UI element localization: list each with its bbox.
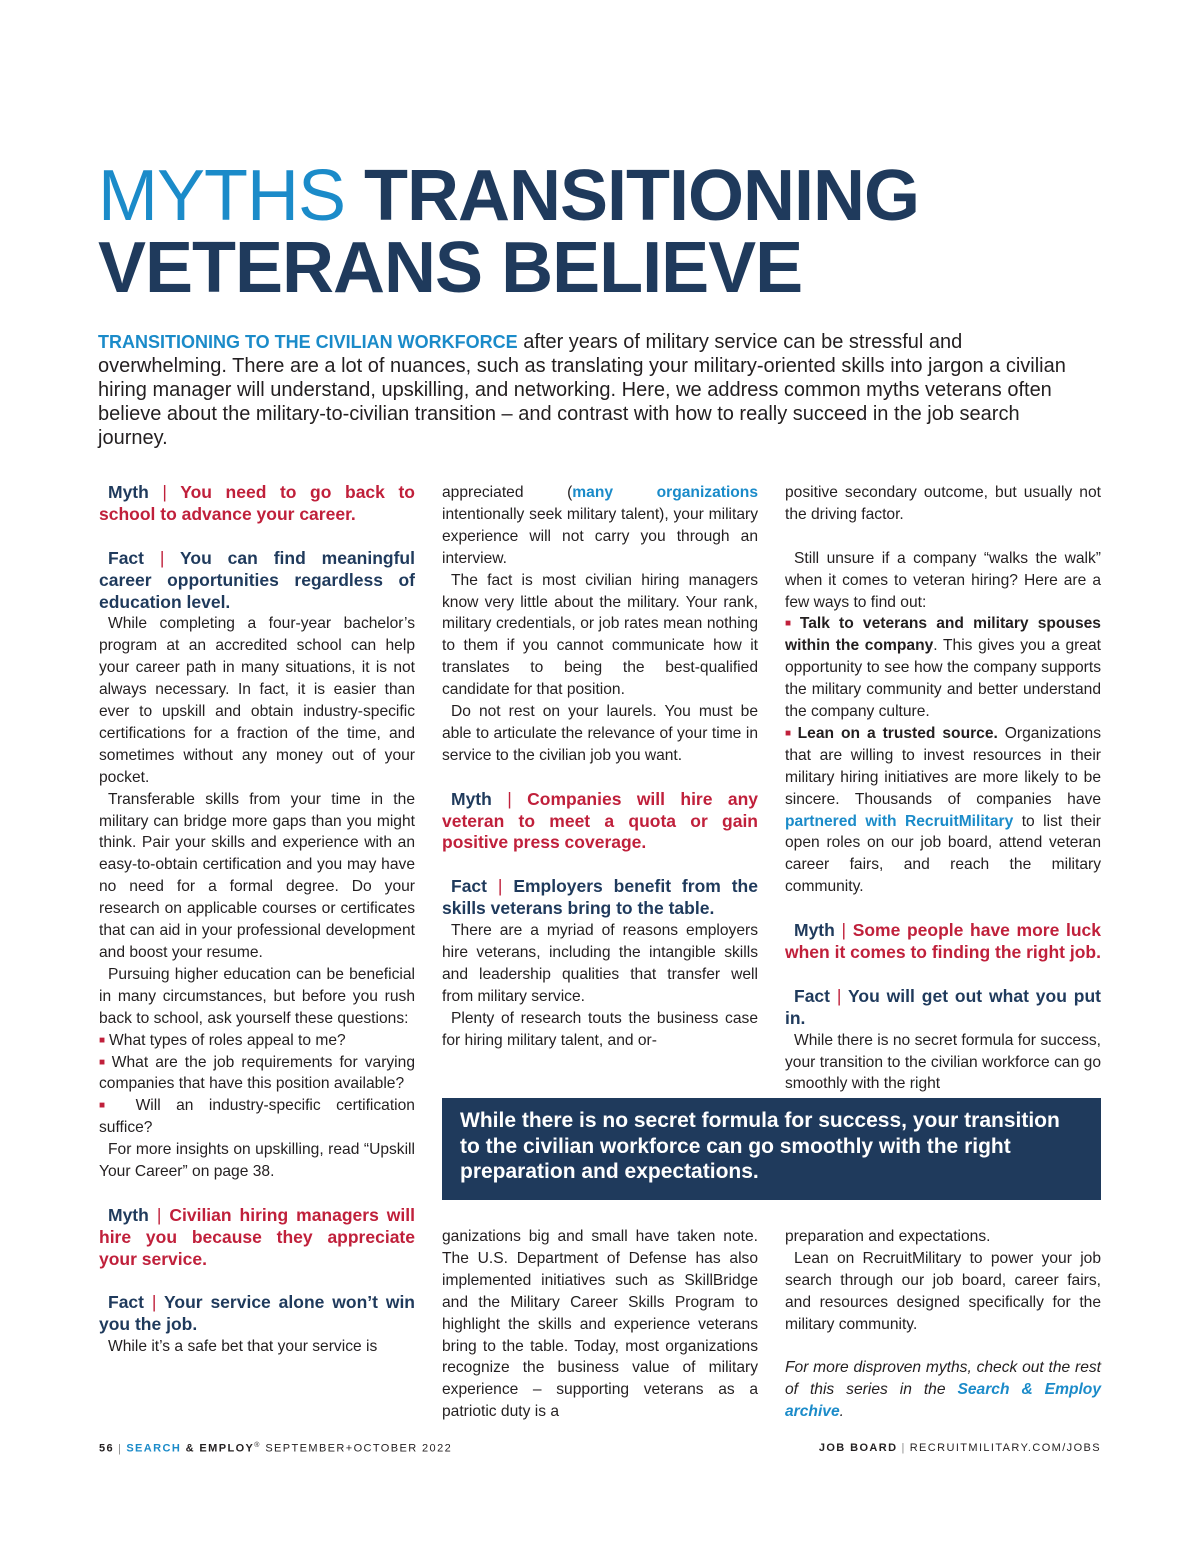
body-paragraph: positive secondary outcome, but usually not the driving factor.	[785, 484, 1101, 523]
bullet-icon	[785, 615, 800, 632]
pull-quote: While there is no secret formula for success, your transition to the civilian workforce can go smoothly with the right preparation and expectations.	[442, 1098, 1101, 1200]
fact-heading: Fact | Employers benefit from the skills veterans bring to the table.	[442, 876, 758, 919]
body-paragraph: Still unsure if a company “walks the walk” when it comes to veteran hiring? Here are a few ways to find out:	[785, 549, 1101, 611]
list-item: ■ Will an industry-specific certification suffice?	[99, 1095, 415, 1139]
myth-text: Some people have more luck when it comes to finding the right job.	[785, 920, 1101, 962]
bullet-icon	[99, 1054, 112, 1071]
archive-link[interactable]: Search & Employ archive	[785, 1381, 1101, 1421]
intro-body: after years of military service can be stressful and overwhelming. There are a lot of nuances, such as translating your military-oriented skills into jargon a civilian hiring manager will understand, upskilling, and networking. Here, we address common myths veterans often believe about the military-to-civilian transition – and contrast with how to really succeed in the job search journey.	[98, 331, 1066, 449]
column-1	[99, 482, 415, 1358]
page-title	[98, 156, 1108, 308]
column-2-top	[442, 482, 758, 1052]
many-organizations-link[interactable]: many organizations	[572, 484, 758, 501]
list-item: ■ Lean on a trusted source. Organizations that are willing to invest resources in their military hiring initiatives are more likely to be sincere. Thousands of companies have partnered with RecruitMilitary to list their open roles on our job board, attend veteran career fairs, and reach the military community.	[785, 723, 1101, 898]
myth-text: Companies will hire any veteran to meet a quota or gain positive press coverage.	[442, 788, 758, 853]
body-paragraph: There are a myriad of reasons employers hire veterans, including the intangible skills and leadership qualities that transfer well from military service.	[442, 922, 758, 1005]
body-paragraph: While completing a four-year bachelor’s program at an accredited school can help your career path in many situations, it is not always necessary. In fact, it is easier than ever to upskill and obtain industry-specific certifications for a fraction of the time, and sometimes without any money out of your pocket.	[99, 615, 415, 786]
list-item: ■ What types of roles appeal to me?	[99, 1030, 415, 1052]
fact-text: You can find meaningful career opportunities regardless of education level.	[99, 547, 415, 612]
brand-employ: & EMPLOY	[181, 1442, 255, 1455]
body-paragraph: Pursuing higher education can be beneficial in many circumstances, but before you rush back to school, ask yourself these questions:	[99, 965, 415, 1027]
footer-url[interactable]: RECRUITMILITARY.COM/JOBS	[909, 1442, 1101, 1454]
myth-heading: Myth | You need to go back to school to advance your career.	[99, 482, 415, 524]
fact-heading: Fact | You can find meaningful career opportunities regardless of education level.	[99, 547, 415, 612]
body-paragraph: While it’s a safe bet that your service is	[108, 1338, 378, 1356]
body-paragraph: For more insights on upskilling, read “Upskill Your Career” on page 38.	[99, 1141, 415, 1181]
body-paragraph: The fact is most civilian hiring managers know very little about the military. Your rank, military credentials, or job rates mean nothing to them if you cannot communicate how it translates to being the best-qualified candidate for that position.	[442, 571, 758, 699]
page-number: 56	[99, 1442, 115, 1455]
fact-text: Employers benefit from the skills veterans bring to the table.	[442, 876, 758, 919]
body-paragraph: Do not rest on your laurels. You must be able to articulate the relevance of your time in service to the civilian job you want.	[442, 703, 758, 764]
issue-date: SEPTEMBER+OCTOBER 2022	[265, 1442, 453, 1455]
title-rest: TRANSITIONING VETERANS BELIEVE	[98, 156, 919, 308]
fact-text: You will get out what you put in.	[785, 985, 1102, 1028]
bullet-icon	[99, 1032, 109, 1049]
body-paragraph: ganizations big and small have taken note. The U.S. Department of Defense has also implemented initiatives such as SkillBridge and the Military Career Skills Program to highlight the skills and experience veterans bring to the table. Today, most organizations recognize the business value of military experience – supporting veterans as a patriotic duty is a	[442, 1228, 758, 1421]
partnered-link[interactable]: partnered with RecruitMilitary	[785, 812, 1014, 830]
body-paragraph: Transferable skills from your time in the military can bridge more gaps than you might think. Pair your skills and experience with an easy-to-obtain certification and you may have no need for a formal degree. Do your research on applicable courses or certificates that can aid in your professional development and boost your resume.	[99, 790, 415, 962]
list-item: ■ What are the job requirements for varying companies that have this position available?	[99, 1052, 415, 1096]
list-item: ■ Talk to veterans and military spouses within the company. This gives you a great opportunity to see how the company supports the military community and better understand the company culture.	[785, 613, 1101, 723]
section-label: JOB BOARD	[818, 1442, 898, 1454]
body-paragraph: While there is no secret formula for success, your transition to the civilian workforce can go smoothly with the right	[785, 1031, 1101, 1093]
intro-paragraph	[98, 330, 1083, 450]
bullet-icon	[99, 1097, 120, 1114]
brand-search: SEARCH	[126, 1442, 182, 1455]
column-3-top	[785, 482, 1101, 1095]
myth-heading: Myth | Some people have more luck when it comes to finding the right job.	[785, 920, 1101, 962]
fact-heading: Fact | You will get out what you put in.	[785, 985, 1102, 1028]
body-paragraph: appreciated (many organizations intentionally seek military talent), your military experience will not carry you through an interview.	[442, 484, 758, 567]
myth-heading: Myth | Civilian hiring managers will hire you because they appreciate your service.	[99, 1204, 415, 1269]
footer-right: JOB BOARD | RECRUITMILITARY.COM/JOBS	[818, 1442, 1101, 1454]
body-paragraph: Lean on RecruitMilitary to power your job search through our job board, career fairs, and resources designed specifically for the military community.	[785, 1249, 1101, 1333]
title-accent: MYTHS	[98, 156, 345, 236]
body-paragraph: Plenty of research touts the business case for hiring military talent, and or-	[442, 1009, 758, 1049]
fact-text: Your service alone won’t win you the job.	[99, 1292, 415, 1335]
myth-text: You need to go back to school to advance your career.	[99, 482, 415, 524]
intro-lead: TRANSITIONING TO THE CIVILIAN WORKFORCE	[98, 332, 518, 352]
column-3-bottom	[785, 1226, 1101, 1423]
body-paragraph: preparation and expectations.	[785, 1228, 991, 1245]
footer-left: 56 | SEARCH & EMPLOY® SEPTEMBER+OCTOBER 2022	[99, 1442, 453, 1455]
fact-heading: Fact | Your service alone won’t win you the job.	[99, 1292, 415, 1335]
myth-text: Civilian hiring managers will hire you because they appreciate your service.	[99, 1204, 415, 1269]
closing-note: For more disproven myths, check out the rest of this series in the Search & Employ archive.	[785, 1359, 1101, 1421]
column-2-bottom	[442, 1226, 758, 1423]
myth-heading: Myth | Companies will hire any veteran to meet a quota or gain positive press coverage.	[442, 788, 758, 853]
bullet-icon	[785, 725, 798, 742]
